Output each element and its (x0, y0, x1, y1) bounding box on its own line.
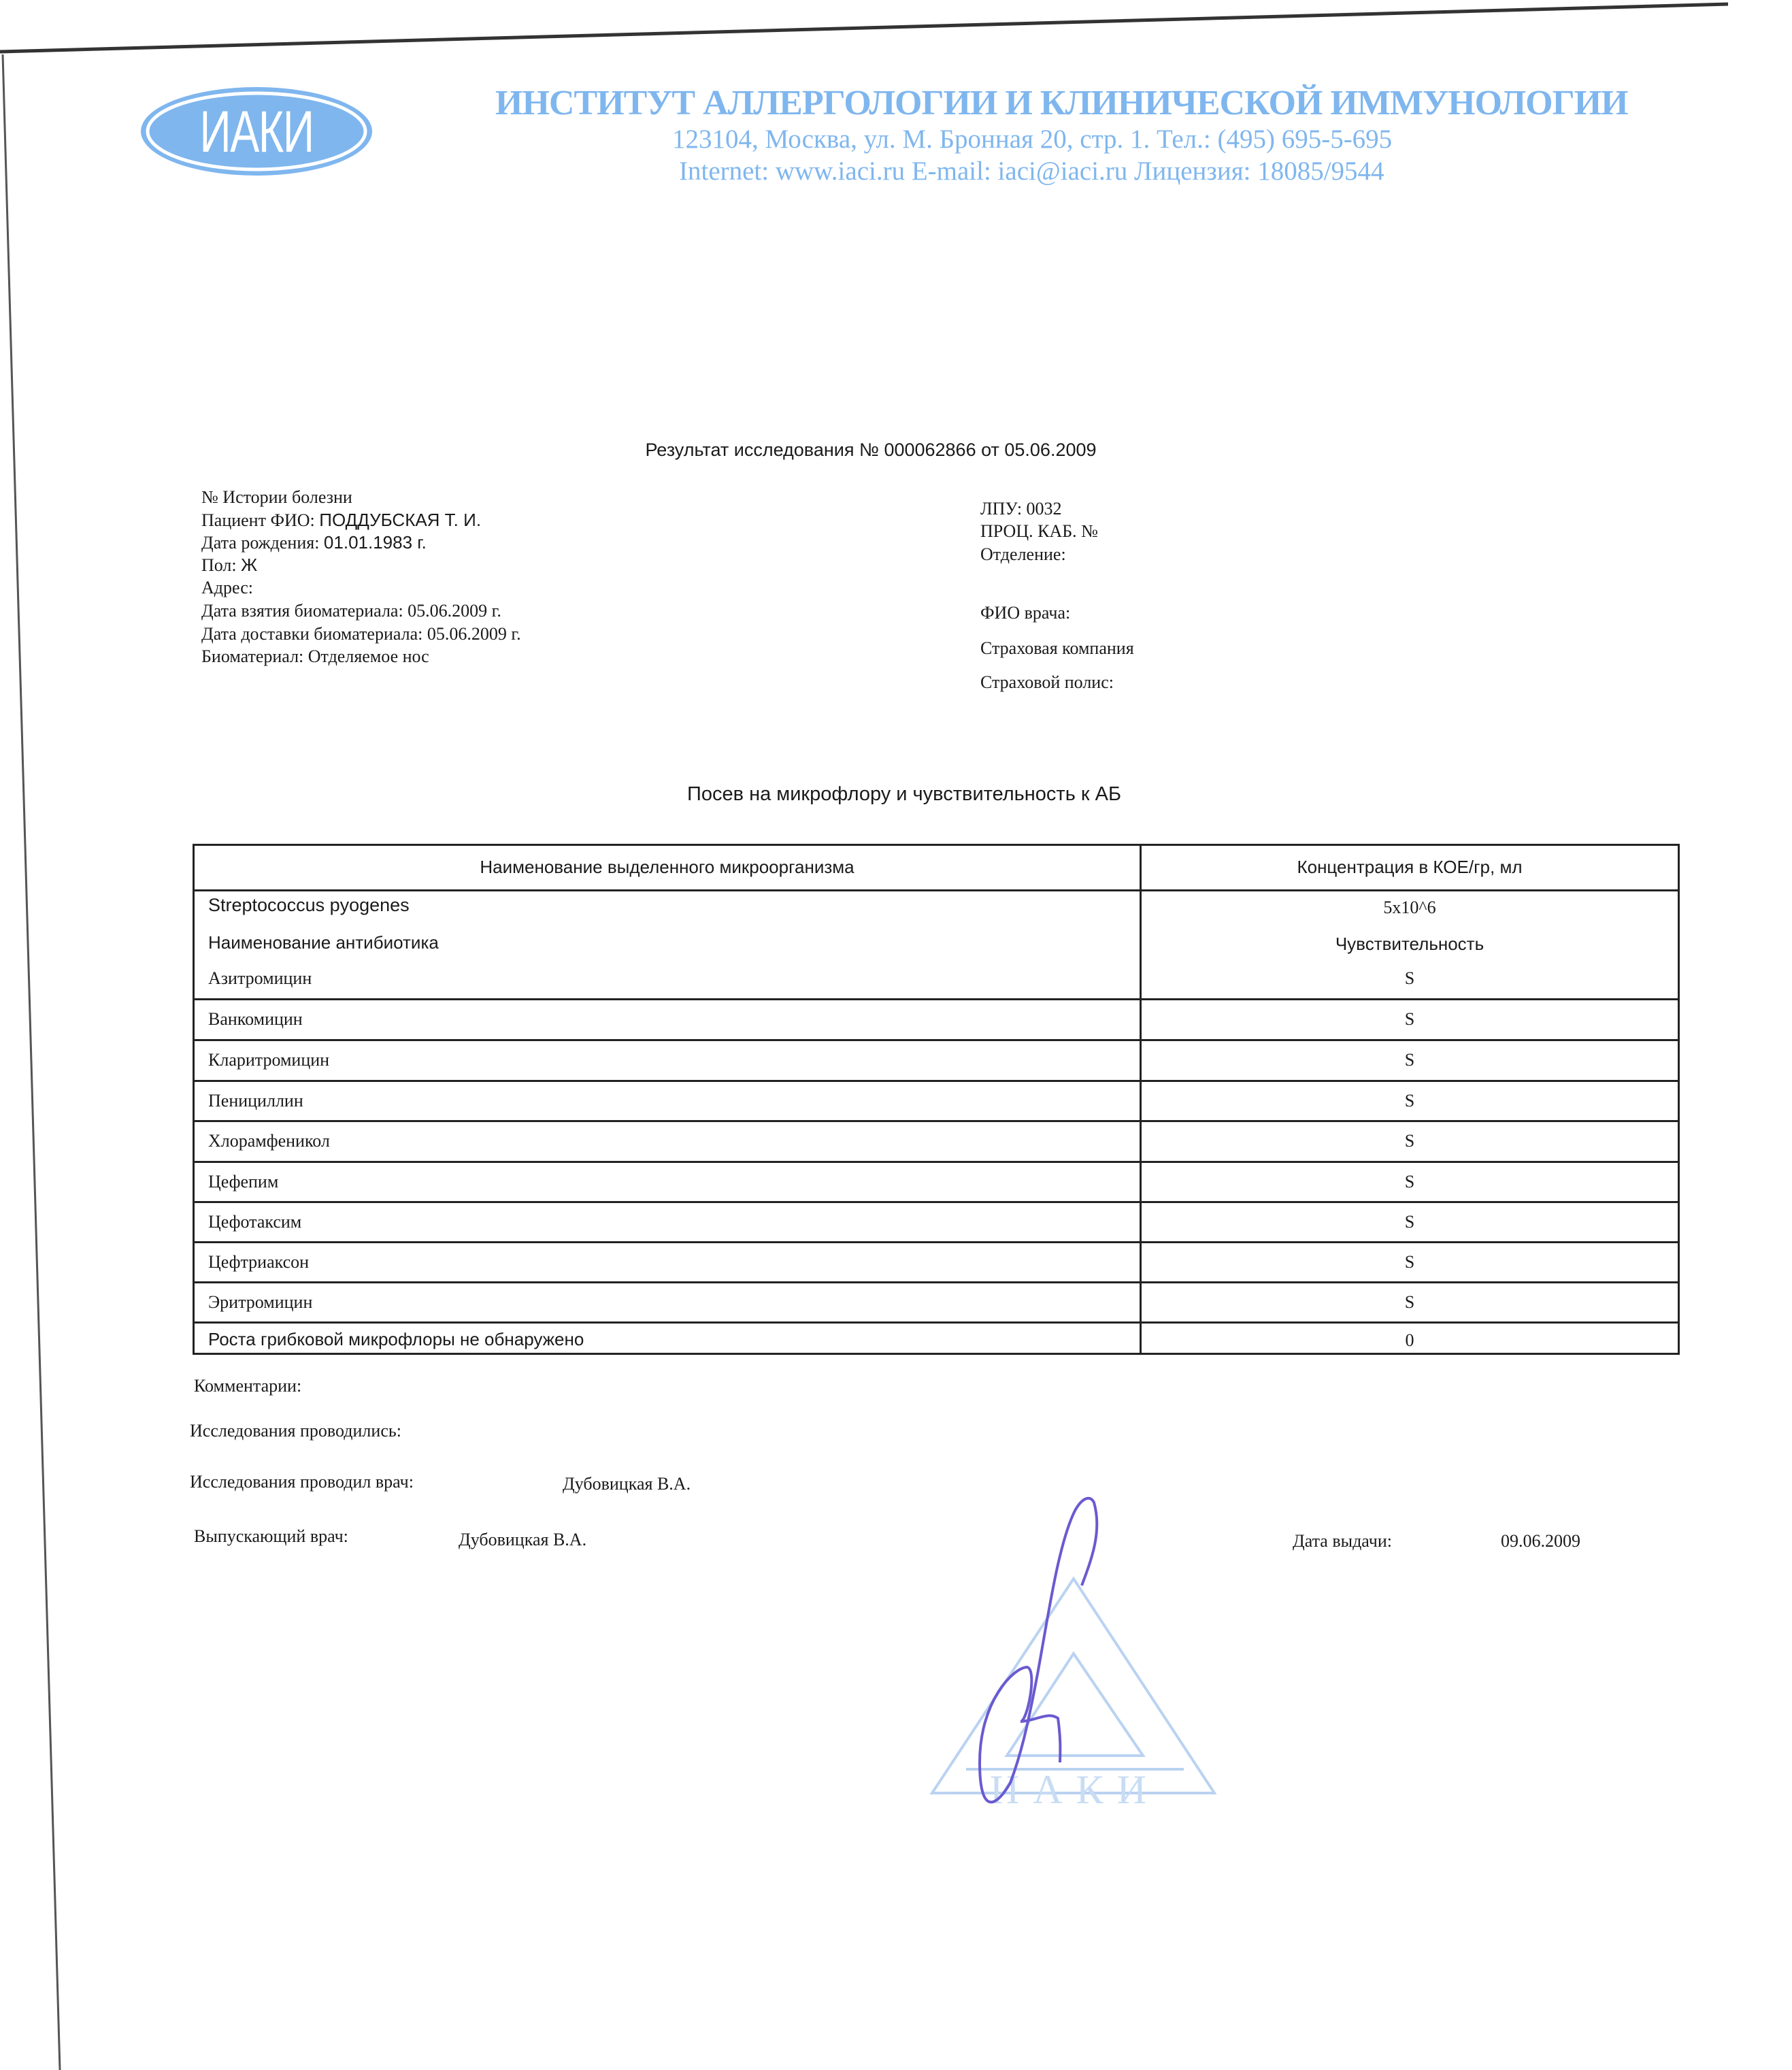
header-sensitivity: Чувствительность (1335, 934, 1484, 954)
antibiotic-name: Пенициллин (208, 1091, 303, 1111)
antibiotic-sensitivity: S (1404, 1172, 1415, 1192)
organism-name: Streptococcus pyogenes (208, 895, 410, 915)
logo-text: ИАКИ (199, 99, 314, 165)
antibiotic-name: Хлорамфеникол (208, 1131, 330, 1151)
sample-date: Дата взятия биоматериала: 05.06.2009 г. (201, 601, 501, 621)
sensitivity-table (193, 844, 1680, 1355)
antibiotic-name: Ванкомицин (208, 1009, 303, 1029)
antibiotic-name: Эритромицин (208, 1292, 313, 1312)
row-divider (195, 1241, 1678, 1243)
biomaterial: Биоматериал: Отделяемое нос (201, 646, 429, 666)
cabinet: ПРОЦ. КАБ. № (980, 521, 1098, 541)
row-divider (195, 1161, 1678, 1163)
antibiotic-name: Цефтриаксон (208, 1252, 310, 1272)
row-divider (195, 1120, 1678, 1122)
performed-at-label: Исследования проводились: (190, 1421, 401, 1441)
row-divider (195, 1281, 1678, 1283)
row-divider (195, 1080, 1678, 1082)
institute-stamp (912, 1483, 1238, 1892)
row-divider (195, 889, 1678, 891)
antibiotic-sensitivity: S (1404, 1131, 1415, 1151)
insurance-policy: Страховой полис: (980, 672, 1114, 692)
history-number: № Истории болезни (201, 487, 352, 507)
row-divider (195, 1321, 1678, 1324)
institute-name: ИНСТИТУТ АЛЛЕРГОЛОГИИ И КЛИНИЧЕСКОЙ ИММУНОЛОГИИ (495, 84, 1628, 122)
performed-by-value: Дубовицкая В.А. (563, 1474, 691, 1494)
antibiotic-sensitivity: S (1404, 1050, 1415, 1070)
fungi-result: Роста грибковой микрофлоры не обнаружено (208, 1329, 584, 1349)
issuing-doctor-value: Дубовицкая В.А. (459, 1530, 587, 1549)
fungi-value: 0 (1405, 1330, 1414, 1350)
antibiotic-name: Кларитромицин (208, 1050, 330, 1070)
institute-logo (139, 85, 374, 178)
result-title: Результат исследования № 000062866 от 05.06.2009 (645, 440, 1097, 460)
institute-address: 123104, Москва, ул. М. Бронная 20, стр. 1. Тел.: (495) 695-5-695 (672, 125, 1393, 154)
row-divider (195, 1039, 1678, 1041)
patient-dob: Дата рождения: 01.01.1983 г. (201, 532, 427, 553)
delivery-date: Дата доставки биоматериала: 05.06.2009 г. (201, 624, 521, 644)
issuing-doctor-label: Выпускающий врач: (194, 1526, 348, 1546)
patient-name: Пациент ФИО: ПОДДУБСКАЯ Т. И. (201, 510, 482, 530)
antibiotic-sensitivity: S (1404, 968, 1415, 988)
antibiotic-name: Цефотаксим (208, 1212, 302, 1232)
insurance-company: Страховая компания (980, 638, 1134, 658)
antibiotic-sensitivity: S (1404, 1091, 1415, 1111)
antibiotic-name: Азитромицин (208, 968, 312, 988)
antibiotic-name: Цефепим (208, 1172, 279, 1192)
institute-contacts: Internet: www.iaci.ru E-mail: iaci@iaci.ru Лицензия: 18085/9544 (679, 157, 1384, 186)
department: Отделение: (980, 544, 1066, 564)
performed-by-label: Исследования проводил врач: (190, 1472, 414, 1492)
section-title: Посев на микрофлору и чувствительность к АБ (687, 783, 1121, 805)
svg-text:ИАКИ: ИАКИ (989, 1767, 1161, 1812)
header-antibiotic: Наименование антибиотика (208, 932, 439, 953)
patient-sex: Пол: Ж (201, 555, 258, 575)
patient-address: Адрес: (201, 578, 253, 597)
doctor-name: ФИО врача: (980, 603, 1071, 623)
antibiotic-sensitivity: S (1404, 1292, 1415, 1312)
comments-label: Комментарии: (194, 1376, 302, 1396)
lpu: ЛПУ: 0032 (980, 499, 1062, 519)
organism-concentration: 5x10^6 (1383, 898, 1436, 917)
row-divider (195, 998, 1678, 1000)
header-organism: Наименование выделенного микроорганизма (480, 857, 854, 877)
antibiotic-sensitivity: S (1404, 1252, 1415, 1272)
issue-date-label: Дата выдачи: (1293, 1531, 1393, 1551)
row-divider (195, 1201, 1678, 1203)
antibiotic-sensitivity: S (1404, 1212, 1415, 1232)
antibiotic-sensitivity: S (1404, 1009, 1415, 1029)
issue-date-value: 09.06.2009 (1501, 1531, 1580, 1551)
header-concentration: Концентрация в КОЕ/гр, мл (1297, 857, 1523, 877)
